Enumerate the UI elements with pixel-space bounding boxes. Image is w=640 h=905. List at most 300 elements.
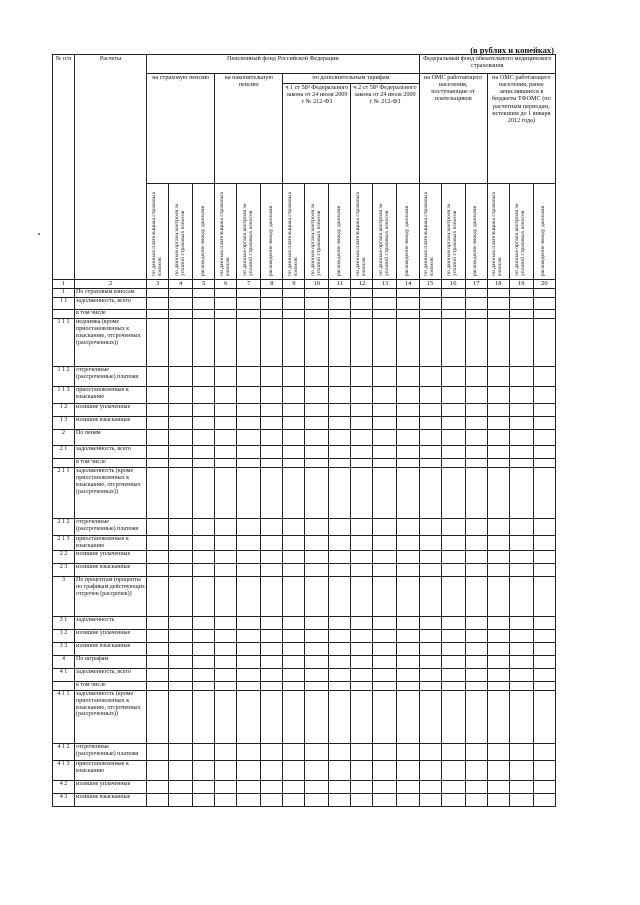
value-cell xyxy=(351,668,373,681)
row-label: задолженность, всего xyxy=(75,446,147,459)
value-cell xyxy=(441,319,465,367)
value-cell xyxy=(373,289,397,298)
subheader-col-9 xyxy=(283,184,305,280)
value-cell xyxy=(305,681,329,690)
row-label: излишне уплаченные xyxy=(75,629,147,642)
value-cell xyxy=(509,629,533,642)
subheader-label: расхождение между данными xyxy=(199,205,206,276)
value-cell xyxy=(419,367,441,387)
value-cell xyxy=(283,563,305,576)
value-cell xyxy=(215,404,237,417)
value-cell xyxy=(373,536,397,551)
value-cell xyxy=(351,459,373,468)
row-code: 1 1 xyxy=(53,298,75,310)
value-cell xyxy=(465,629,487,642)
value-cell xyxy=(465,289,487,298)
value-cell xyxy=(487,289,509,298)
value-cell xyxy=(373,642,397,655)
value-cell xyxy=(351,743,373,760)
value-cell xyxy=(147,690,169,743)
value-cell xyxy=(329,616,351,629)
value-cell xyxy=(465,417,487,430)
value-cell xyxy=(419,690,441,743)
unit-note: (в рублях и копейках) xyxy=(470,45,554,55)
table-row xyxy=(53,430,556,446)
value-cell xyxy=(261,642,283,655)
value-cell xyxy=(329,367,351,387)
value-cell xyxy=(509,367,533,387)
value-cell xyxy=(305,468,329,519)
value-cell xyxy=(329,536,351,551)
value-cell xyxy=(305,629,329,642)
table-row xyxy=(53,468,556,519)
value-cell xyxy=(351,404,373,417)
value-cell xyxy=(509,459,533,468)
value-cell xyxy=(351,681,373,690)
value-cell xyxy=(193,743,215,760)
table-row xyxy=(53,681,556,690)
value-cell xyxy=(305,780,329,793)
value-cell xyxy=(533,446,555,459)
value-cell xyxy=(487,780,509,793)
value-cell xyxy=(215,319,237,367)
column-number: 15 xyxy=(419,280,441,289)
value-cell xyxy=(441,690,465,743)
value-cell xyxy=(193,319,215,367)
value-cell xyxy=(305,668,329,681)
row-label: в том числе xyxy=(75,681,147,690)
value-cell xyxy=(533,367,555,387)
value-cell xyxy=(419,446,441,459)
row-label: излишне уплаченные xyxy=(75,550,147,563)
value-cell xyxy=(237,459,261,468)
row-code: 2 1 3 xyxy=(53,536,75,551)
value-cell xyxy=(261,289,283,298)
value-cell xyxy=(305,536,329,551)
value-cell xyxy=(419,536,441,551)
value-cell xyxy=(465,576,487,616)
row-code: 4 1 3 xyxy=(53,760,75,780)
value-cell xyxy=(147,319,169,367)
value-cell xyxy=(329,690,351,743)
row-code: 4 1 2 xyxy=(53,743,75,760)
value-cell xyxy=(373,459,397,468)
value-cell xyxy=(305,690,329,743)
value-cell xyxy=(283,536,305,551)
subheader-label: по данным плательщика страховых взносов xyxy=(423,191,436,276)
row-code: 2 xyxy=(53,430,75,446)
column-number: 11 xyxy=(329,280,351,289)
value-cell xyxy=(441,289,465,298)
value-cell xyxy=(305,446,329,459)
subheader-col-11 xyxy=(329,184,351,280)
table-row xyxy=(53,642,556,655)
value-cell xyxy=(373,690,397,743)
value-cell xyxy=(419,459,441,468)
value-cell xyxy=(465,681,487,690)
value-cell xyxy=(373,404,397,417)
subheader-col-20 xyxy=(533,184,555,280)
value-cell xyxy=(215,629,237,642)
value-cell xyxy=(261,681,283,690)
value-cell xyxy=(351,780,373,793)
value-cell xyxy=(169,446,193,459)
value-cell xyxy=(419,519,441,536)
subheader-label: по данным плательщика страховых взносов xyxy=(355,191,367,276)
value-cell xyxy=(487,417,509,430)
value-cell xyxy=(465,367,487,387)
value-cell xyxy=(373,563,397,576)
value-cell xyxy=(373,576,397,616)
value-cell xyxy=(465,468,487,519)
value-cell xyxy=(193,780,215,793)
value-cell xyxy=(147,536,169,551)
row-code: 2 1 2 xyxy=(53,519,75,536)
value-cell xyxy=(419,563,441,576)
row-label: По пеням xyxy=(75,430,147,446)
subheader-label: расхождение между данными xyxy=(335,205,342,276)
value-cell xyxy=(397,519,419,536)
value-cell xyxy=(193,468,215,519)
value-cell xyxy=(419,655,441,668)
value-cell xyxy=(441,655,465,668)
value-cell xyxy=(465,310,487,319)
table-row xyxy=(53,668,556,681)
value-cell xyxy=(215,519,237,536)
value-cell xyxy=(397,576,419,616)
value-cell xyxy=(283,655,305,668)
table-row xyxy=(53,616,556,629)
value-cell xyxy=(533,298,555,310)
value-cell xyxy=(373,310,397,319)
value-cell xyxy=(487,387,509,404)
value-cell xyxy=(329,743,351,760)
value-cell xyxy=(237,690,261,743)
value-cell xyxy=(237,536,261,551)
value-cell xyxy=(509,417,533,430)
value-cell xyxy=(193,550,215,563)
row-code: 2 1 xyxy=(53,446,75,459)
value-cell xyxy=(305,616,329,629)
value-cell xyxy=(237,387,261,404)
table-row xyxy=(53,629,556,642)
value-cell xyxy=(351,793,373,806)
value-cell xyxy=(419,760,441,780)
value-cell xyxy=(329,668,351,681)
table-row xyxy=(53,387,556,404)
value-cell xyxy=(329,430,351,446)
value-cell xyxy=(373,629,397,642)
value-cell xyxy=(261,367,283,387)
value-cell xyxy=(215,563,237,576)
value-cell xyxy=(169,780,193,793)
value-cell xyxy=(397,298,419,310)
value-cell xyxy=(193,760,215,780)
value-cell xyxy=(261,655,283,668)
value-cell xyxy=(305,404,329,417)
value-cell xyxy=(509,298,533,310)
subheader-label: расхождение между данными xyxy=(267,205,274,276)
value-cell xyxy=(533,519,555,536)
header-funded-pension: на накопительную пенсию xyxy=(215,74,283,184)
value-cell xyxy=(283,519,305,536)
row-code xyxy=(53,459,75,468)
value-cell xyxy=(487,743,509,760)
table-row xyxy=(53,310,556,319)
value-cell xyxy=(283,629,305,642)
value-cell xyxy=(261,629,283,642)
value-cell xyxy=(397,319,419,367)
value-cell xyxy=(533,780,555,793)
value-cell xyxy=(419,681,441,690)
subheader-col-4 xyxy=(169,184,193,280)
value-cell xyxy=(261,430,283,446)
column-number: 8 xyxy=(261,280,283,289)
value-cell xyxy=(533,793,555,806)
value-cell xyxy=(441,743,465,760)
value-cell xyxy=(215,298,237,310)
value-cell xyxy=(283,681,305,690)
value-cell xyxy=(237,681,261,690)
value-cell xyxy=(169,616,193,629)
column-number: 3 xyxy=(147,280,169,289)
row-label: отсроченные (рассроченные) платежи xyxy=(75,743,147,760)
subheader-label: расхождение между данными xyxy=(404,205,411,276)
value-cell xyxy=(261,519,283,536)
value-cell xyxy=(351,446,373,459)
row-label: излишне взысканные xyxy=(75,793,147,806)
value-cell xyxy=(329,468,351,519)
value-cell xyxy=(237,430,261,446)
value-cell xyxy=(373,430,397,446)
value-cell xyxy=(487,655,509,668)
value-cell xyxy=(283,743,305,760)
subheader-col-18 xyxy=(487,184,509,280)
table-row xyxy=(53,536,556,551)
value-cell xyxy=(261,563,283,576)
value-cell xyxy=(329,760,351,780)
value-cell xyxy=(305,289,329,298)
value-cell xyxy=(351,310,373,319)
value-cell xyxy=(329,289,351,298)
value-cell xyxy=(373,780,397,793)
scan-speck xyxy=(38,233,40,235)
value-cell xyxy=(169,468,193,519)
value-cell xyxy=(261,387,283,404)
subheader-col-13 xyxy=(373,184,397,280)
value-cell xyxy=(261,780,283,793)
value-cell xyxy=(261,668,283,681)
value-cell xyxy=(419,289,441,298)
value-cell xyxy=(329,387,351,404)
value-cell xyxy=(261,417,283,430)
value-cell xyxy=(215,468,237,519)
value-cell xyxy=(397,629,419,642)
value-cell xyxy=(329,793,351,806)
value-cell xyxy=(169,417,193,430)
value-cell xyxy=(169,793,193,806)
value-cell xyxy=(533,743,555,760)
value-cell xyxy=(193,576,215,616)
row-code: 1 1 3 xyxy=(53,387,75,404)
value-cell xyxy=(487,642,509,655)
value-cell xyxy=(397,681,419,690)
row-code: 3 1 xyxy=(53,616,75,629)
value-cell xyxy=(305,459,329,468)
value-cell xyxy=(487,563,509,576)
table-row xyxy=(53,404,556,417)
row-label: По процентам (проценты по графикам действующих отсрочек (рассрочек)) xyxy=(75,576,147,616)
value-cell xyxy=(237,563,261,576)
row-label: задолженность xyxy=(75,616,147,629)
table-row xyxy=(53,319,556,367)
value-cell xyxy=(441,681,465,690)
value-cell xyxy=(487,468,509,519)
value-cell xyxy=(441,404,465,417)
subheader-label: по данным органа контроля за уплатой страховых взносов xyxy=(446,203,459,276)
value-cell xyxy=(283,780,305,793)
value-cell xyxy=(193,629,215,642)
value-cell xyxy=(509,655,533,668)
value-cell xyxy=(329,550,351,563)
value-cell xyxy=(465,690,487,743)
value-cell xyxy=(305,576,329,616)
value-cell xyxy=(487,519,509,536)
value-cell xyxy=(169,743,193,760)
column-number: 1 xyxy=(53,280,75,289)
value-cell xyxy=(351,468,373,519)
value-cell xyxy=(441,536,465,551)
value-cell xyxy=(351,690,373,743)
value-cell xyxy=(169,430,193,446)
subheader-label: расхождение между данными xyxy=(472,205,479,276)
value-cell xyxy=(305,430,329,446)
value-cell xyxy=(373,793,397,806)
value-cell xyxy=(237,298,261,310)
value-cell xyxy=(193,430,215,446)
value-cell xyxy=(261,310,283,319)
subheader-col-17 xyxy=(465,184,487,280)
value-cell xyxy=(305,743,329,760)
value-cell xyxy=(215,616,237,629)
value-cell xyxy=(397,780,419,793)
row-label: задолженность (кроме приостановленных к взысканию, отсроченных (рассроченных)) xyxy=(75,690,147,743)
value-cell xyxy=(261,743,283,760)
value-cell xyxy=(169,690,193,743)
value-cell xyxy=(283,367,305,387)
value-cell xyxy=(193,459,215,468)
value-cell xyxy=(397,690,419,743)
table-row xyxy=(53,743,556,760)
value-cell xyxy=(397,550,419,563)
subheader-col-19 xyxy=(509,184,533,280)
value-cell xyxy=(509,430,533,446)
value-cell xyxy=(147,655,169,668)
value-cell xyxy=(441,780,465,793)
value-cell xyxy=(169,760,193,780)
value-cell xyxy=(147,468,169,519)
value-cell xyxy=(533,310,555,319)
column-number: 13 xyxy=(373,280,397,289)
value-cell xyxy=(441,298,465,310)
subheader-col-16 xyxy=(441,184,465,280)
value-cell xyxy=(193,642,215,655)
value-cell xyxy=(329,310,351,319)
value-cell xyxy=(147,668,169,681)
value-cell xyxy=(283,298,305,310)
value-cell xyxy=(509,743,533,760)
header-num: № п/п xyxy=(53,55,75,280)
subheader-col-12 xyxy=(351,184,373,280)
value-cell xyxy=(465,616,487,629)
value-cell xyxy=(305,298,329,310)
value-cell xyxy=(373,616,397,629)
value-cell xyxy=(397,655,419,668)
value-cell xyxy=(509,576,533,616)
value-cell xyxy=(509,387,533,404)
value-cell xyxy=(261,404,283,417)
value-cell xyxy=(487,310,509,319)
value-cell xyxy=(509,793,533,806)
value-cell xyxy=(237,367,261,387)
value-cell xyxy=(351,430,373,446)
value-cell xyxy=(419,417,441,430)
value-cell xyxy=(351,616,373,629)
value-cell xyxy=(487,760,509,780)
value-cell xyxy=(147,576,169,616)
row-code: 3 xyxy=(53,576,75,616)
value-cell xyxy=(261,576,283,616)
value-cell xyxy=(329,319,351,367)
table-row xyxy=(53,367,556,387)
value-cell xyxy=(533,642,555,655)
value-cell xyxy=(351,417,373,430)
value-cell xyxy=(509,642,533,655)
value-cell xyxy=(261,319,283,367)
column-number: 9 xyxy=(283,280,305,289)
row-label: приостановленные к взысканию xyxy=(75,387,147,404)
value-cell xyxy=(169,536,193,551)
value-cell xyxy=(533,387,555,404)
value-cell xyxy=(329,576,351,616)
value-cell xyxy=(373,417,397,430)
value-cell xyxy=(509,319,533,367)
value-cell xyxy=(169,642,193,655)
value-cell xyxy=(215,780,237,793)
value-cell xyxy=(373,319,397,367)
value-cell xyxy=(147,459,169,468)
value-cell xyxy=(509,404,533,417)
header-insurance-pension: на страховую пенсию xyxy=(147,74,215,184)
value-cell xyxy=(509,681,533,690)
column-number: 14 xyxy=(397,280,419,289)
value-cell xyxy=(169,655,193,668)
table-row xyxy=(53,655,556,668)
value-cell xyxy=(329,563,351,576)
value-cell xyxy=(351,563,373,576)
row-code: 2 3 xyxy=(53,563,75,576)
value-cell xyxy=(237,642,261,655)
value-cell xyxy=(465,446,487,459)
value-cell xyxy=(283,459,305,468)
value-cell xyxy=(397,563,419,576)
value-cell xyxy=(533,668,555,681)
value-cell xyxy=(465,760,487,780)
value-cell xyxy=(419,430,441,446)
value-cell xyxy=(441,310,465,319)
value-cell xyxy=(351,550,373,563)
value-cell xyxy=(487,616,509,629)
